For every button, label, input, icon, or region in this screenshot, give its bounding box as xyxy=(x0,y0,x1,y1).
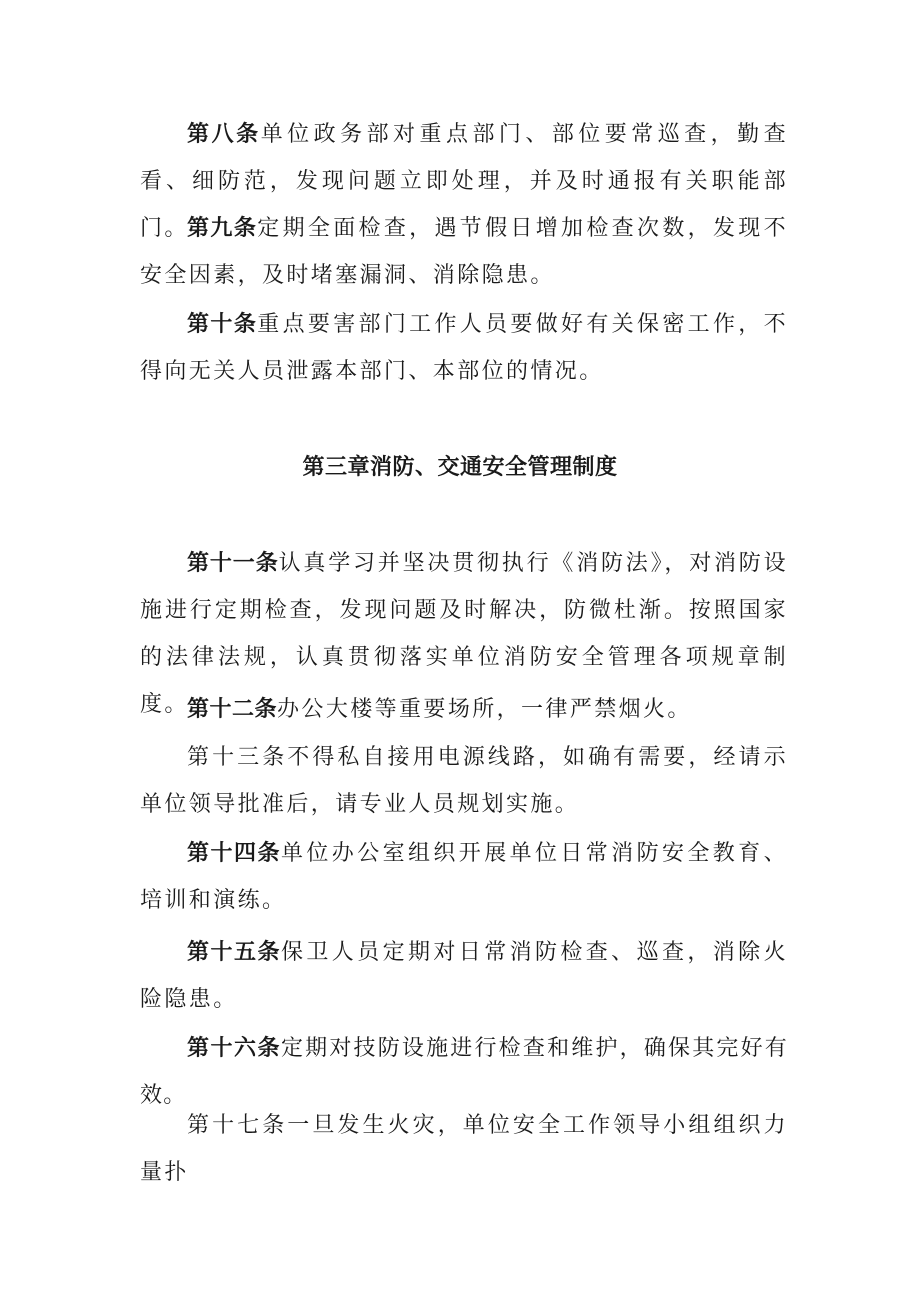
article-17 xyxy=(140,1102,788,1196)
article-label: 第十一条 xyxy=(187,551,279,576)
article-text: 单位政务部对重点部门、部位要常巡查，勤查看、细防范，发现问题立即处理，并及时通报有关职能部门。 xyxy=(140,122,788,241)
article-10 xyxy=(140,301,788,395)
article-text: 定期对技防设施进行检查和维护，确保其完好有效。 xyxy=(140,1036,788,1108)
article-label: 第十四条 xyxy=(187,841,281,866)
article-label: 第十三条 xyxy=(187,745,288,770)
article-label: 第十五条 xyxy=(187,940,281,965)
article-label: 第九条 xyxy=(187,216,258,241)
article-label: 第十六条 xyxy=(187,1036,281,1061)
article-text: 一旦发生火灾，单位安全工作领导小组组织力量扑 xyxy=(140,1113,788,1185)
article-label: 第十七条 xyxy=(187,1113,288,1138)
article-text: 认真学习并坚决贯彻执行《消防法》，对消防设施进行定期检查，发现问题及时解决，防微杜渐。按照国家的法律法规，认真贯彻落实单位消防安全管理各项规章制度。 xyxy=(140,551,788,717)
article-9 xyxy=(140,205,788,299)
article-15 xyxy=(140,929,788,1023)
article-text: 重点要害部门工作人员要做好有关保密工作，不得向无关人员泄露本部门、本部位的情况。 xyxy=(140,312,788,384)
article-text: 保卫人员定期对日常消防检查、巡查，消除火险隐患。 xyxy=(140,940,788,1012)
article-label: 第八条 xyxy=(187,122,261,147)
article-text: 单位办公室组织开展单位日常消防安全教育、培训和演练。 xyxy=(140,841,788,913)
article-text: 办公大楼等重要场所，一律严禁烟火。 xyxy=(277,697,692,722)
article-label: 第十条 xyxy=(187,312,258,337)
article-12 xyxy=(140,686,788,733)
article-text: 定期全面检查，遇节假日增加检查次数，发现不安全因素，及时堵塞漏洞、消除隐患。 xyxy=(140,216,788,288)
article-14 xyxy=(140,830,788,924)
article-text: 不得私自接用电源线路，如确有需要，经请示单位领导批准后，请专业人员规划实施。 xyxy=(140,745,788,817)
article-label: 第十二条 xyxy=(187,697,278,722)
chapter-title: 第三章消防、交通安全管理制度 xyxy=(302,455,618,480)
article-13 xyxy=(140,734,788,828)
